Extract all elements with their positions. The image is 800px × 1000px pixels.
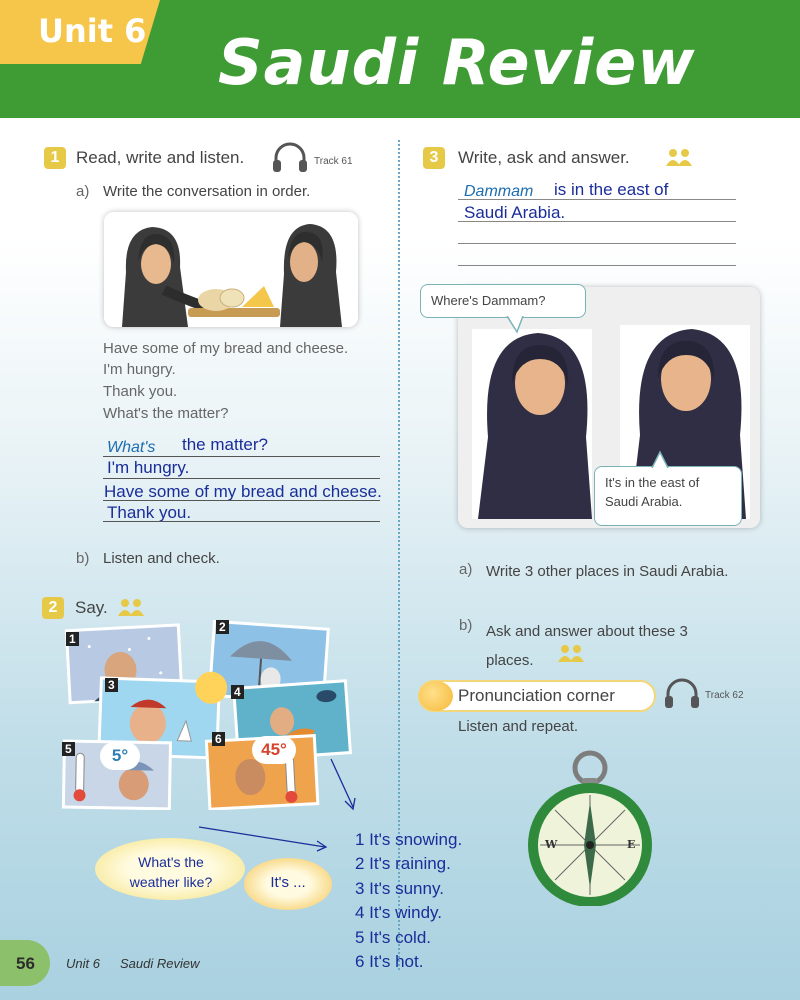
answer-rule-1: [103, 456, 380, 457]
compass-icon: [520, 750, 660, 906]
bread-cheese-illustration: [104, 212, 358, 327]
weather-answer-2: 2 It's raining.: [355, 854, 451, 873]
footer-unit: Unit 6: [66, 956, 100, 971]
where-bubble: Where's Dammam?: [420, 284, 586, 318]
weather-answer-5: 5 It's cold.: [355, 928, 432, 947]
hot-temperature: 45°: [252, 736, 296, 764]
pic-number-2: 2: [216, 620, 229, 634]
pronunciation-text: Listen and repeat.: [458, 718, 579, 735]
page-title: Saudi Review: [218, 26, 696, 99]
answer-rule-2: [103, 478, 380, 479]
compass-east-label: E: [627, 838, 636, 851]
unit-label: Unit 6: [38, 12, 147, 50]
pic-number-4: 4: [231, 685, 244, 699]
pic-number-5: 5: [62, 742, 75, 756]
prompt-line-2: I'm hungry.: [103, 361, 176, 378]
compass-west-label: W: [545, 838, 558, 851]
footer-title: Saudi Review: [120, 956, 200, 971]
page-number: 56: [16, 954, 35, 973]
pair-work-icon: [556, 644, 586, 662]
ex3-rule-1: [458, 199, 736, 200]
exercise-1-instruction: Read, write and listen.: [76, 148, 245, 167]
headphones-icon: [270, 140, 310, 174]
exercise-1b-text: Listen and check.: [103, 550, 220, 567]
pair-work-icon: [664, 148, 694, 166]
arrow-lines: [195, 755, 365, 855]
track-label-62: Track 62: [705, 690, 744, 701]
ex3-rule-3: [458, 243, 736, 244]
answer-bubble-text: It's ...: [270, 874, 306, 891]
ex3-rule-4: [458, 265, 736, 266]
answer-line-4: Thank you.: [107, 503, 192, 522]
exercise-1a-text: Write the conversation in order.: [103, 183, 311, 200]
headphones-icon: [662, 676, 702, 710]
exercise-1a-label: a): [76, 183, 90, 200]
answer-rule-4: [103, 521, 380, 522]
exercise-3-instruction: Write, ask and answer.: [458, 148, 630, 167]
pic-number-3: 3: [105, 678, 118, 692]
answer-line-1: the matter?: [182, 435, 268, 454]
pronunciation-title: Pronunciation corner: [458, 686, 615, 705]
question-bubble-text: What's the weather like?: [129, 854, 213, 890]
ex3-answer-line-2: Saudi Arabia.: [464, 203, 566, 222]
weather-answer-4: 4 It's windy.: [355, 903, 443, 922]
pic-number-1: 1: [66, 632, 79, 646]
exercise-1b-label: b): [76, 550, 90, 567]
answer-line-2: I'm hungry.: [107, 458, 190, 477]
track-label: Track 61: [314, 156, 353, 167]
ex3-rule-2: [458, 221, 736, 222]
bubble-tail: [650, 450, 672, 468]
exercise-3a-text: Write 3 other places in Saudi Arabia.: [486, 563, 729, 580]
pair-work-icon: [116, 598, 146, 616]
exercise-2-badge: 2: [42, 597, 64, 619]
prompt-line-4: What's the matter?: [103, 405, 229, 422]
pic-number-6: 6: [212, 732, 225, 746]
exercise-3b-label: b): [459, 617, 473, 634]
exercise-3a-label: a): [459, 561, 473, 578]
answer-line-3: Have some of my bread and cheese.: [104, 482, 382, 501]
cold-temperature: 5°: [100, 742, 140, 770]
bread-cheese-photo: [104, 212, 358, 327]
pronunciation-circle: [419, 681, 453, 711]
exercise-3-badge: 3: [423, 147, 445, 169]
answer-rule-3: [103, 500, 380, 501]
answer-bubble-ex3: It's in the east of Saudi Arabia.: [594, 466, 742, 526]
ex3-answer-line-1: is in the east of: [554, 180, 669, 199]
prompt-line-1: Have some of my bread and cheese.: [103, 340, 349, 357]
exercise-2-instruction: Say.: [75, 598, 108, 617]
answer-example: What's: [107, 439, 156, 456]
weather-answer-6: 6 It's hot.: [355, 952, 424, 971]
prompt-line-3: Thank you.: [103, 383, 178, 400]
bubble-tail: [505, 316, 527, 334]
ex3-answer-example: Dammam: [464, 183, 534, 200]
weather-answer-1: 1 It's snowing.: [355, 830, 463, 849]
exercise-3b-text: Ask and answer about these 3 places.: [486, 623, 688, 669]
exercise-1-badge: 1: [44, 147, 66, 169]
weather-answer-3: 3 It's sunny.: [355, 879, 444, 898]
